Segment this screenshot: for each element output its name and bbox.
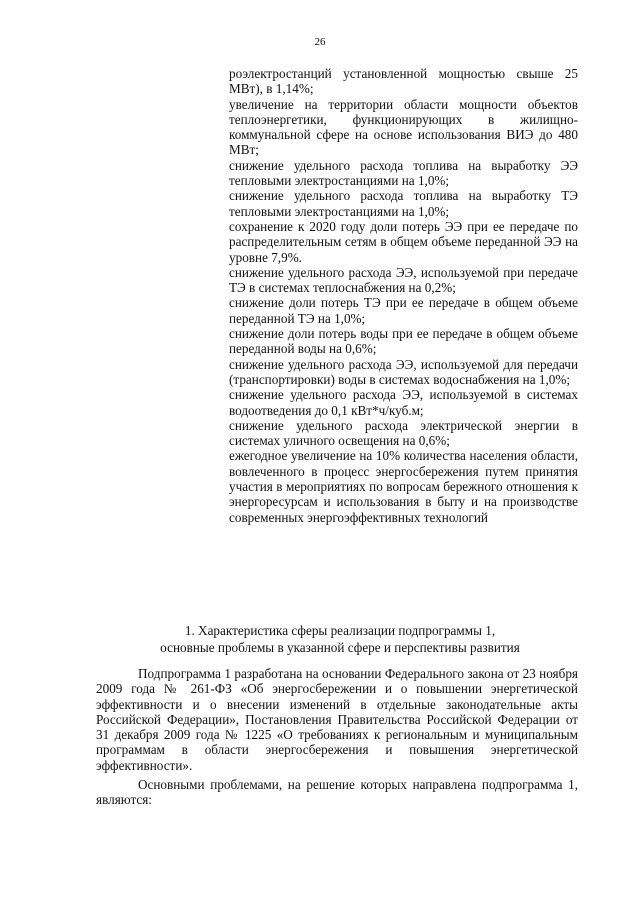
list-item: сохранение к 2020 году доли потерь ЭЭ при ее передаче по распределительным сетям в общем объеме переданной ЭЭ на уровне 7,9%. <box>229 218 578 265</box>
section-heading-line: основные проблемы в указанной сфере и перспективы развития <box>160 640 520 655</box>
body-text <box>96 666 578 808</box>
list-item: ежегодное увеличение на 10% количества населения области, вовлеченного в процесс энергосбережения путем принятия участия в мероприятиях по вопросам бережного отношения к энергоресурсам и использования в быту и на производстве современных энергоэффективных технологий <box>229 448 578 525</box>
section-heading <box>80 622 600 656</box>
list-item: снижение удельного расхода ЭЭ, используемой в системах водоотведения до 0,1 кВт*ч/куб.м; <box>229 387 578 418</box>
list-item: снижение доли потерь ТЭ при ее передаче в общем объеме переданной ТЭ на 1,0%; <box>229 295 578 326</box>
list-item: роэлектростанций установленной мощностью свыше 25 МВт), в 1,14%; <box>229 66 578 97</box>
page-number: 26 <box>314 36 326 48</box>
list-item: снижение доли потерь воды при ее передаче в общем объеме переданной воды на 0,6%; <box>229 326 578 357</box>
list-item: снижение удельного расхода электрической энергии в системах уличного освещения на 0,6%; <box>229 417 578 449</box>
list-item: снижение удельного расхода топлива на выработку ТЭ тепловыми электростанциями на 1,0%; <box>229 188 578 219</box>
paragraph: Подпрограмма 1 разработана на основании Федерального закона от 23 ноября 2009 года № 261-ФЗ «Об энергосбережении и о повышении энергетической эффективности и о внесении изменений в отдельные законодательные акты Российской Федерации», Постановления Правительства Российской Федерации от 31 декабря 2009 года № 1225 «О требованиях к региональным и муниципальным программам в области энергосбережения и повышения энергетической эффективности». <box>96 666 578 773</box>
list-item: снижение удельного расхода топлива на выработку ЭЭ тепловыми электростанциями на 1,0%; <box>229 157 578 189</box>
paragraph: Основными проблемами, на решение которых направлена подпрограмма 1, являются: <box>96 777 578 808</box>
list-item: снижение удельного расхода ЭЭ, используемой для передачи (транспортировки) воды в системах водоснабжения на 1,0%; <box>229 356 578 387</box>
target-indicators-list <box>229 66 578 525</box>
list-item: снижение удельного расхода ЭЭ, используемой при передаче ТЭ в системах теплоснабжения на 0,2%; <box>229 264 578 296</box>
list-item: увеличение на территории области мощности объектов теплоэнергетики, функционирующих в жилищно-коммунальной сфере на основе использования ВИЭ до 480 МВт; <box>229 96 578 158</box>
section-heading-line: 1. Характеристика сферы реализации подпрограммы 1, <box>184 623 496 638</box>
